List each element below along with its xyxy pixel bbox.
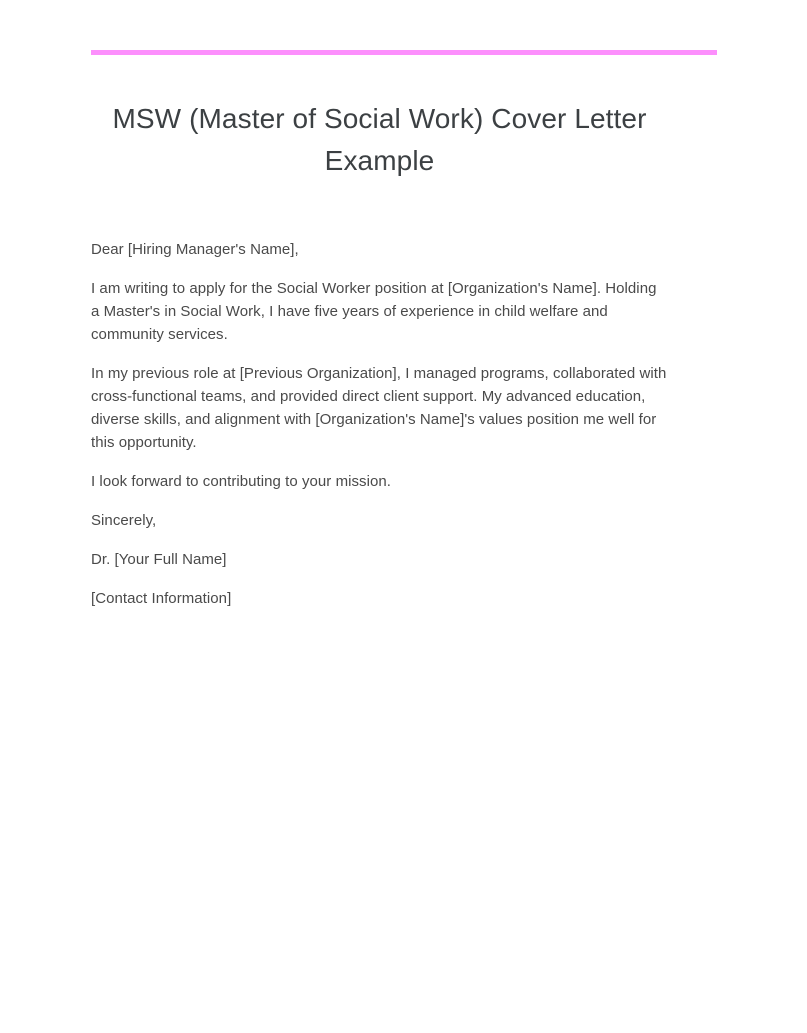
letter-paragraph-1: I am writing to apply for the Social Worker position at [Organization's Name]. Holding a Master's in Social Work, I have five years of experience in child welfare and community services. <box>91 280 657 343</box>
letter-salutation: Dear [Hiring Manager's Name], <box>91 241 299 258</box>
letter-paragraph-2: In my previous role at [Previous Organization], I managed programs, collaborated with cross-functional teams, and provided direct client support. My advanced education, diverse skills, and alignment with [Organization's Name]'s values position me well for this opportunity. <box>91 365 667 451</box>
cover-letter-body <box>91 238 668 610</box>
top-accent-bar <box>91 50 717 55</box>
letter-closing: Sincerely, <box>91 512 157 529</box>
letter-paragraph-3: I look forward to contributing to your mission. <box>91 473 391 490</box>
letter-contact-information: [Contact Information] <box>91 590 232 607</box>
page-title: MSW (Master of Social Work) Cover Letter Example <box>112 103 647 176</box>
letter-signature-name: Dr. [Your Full Name] <box>91 551 227 568</box>
